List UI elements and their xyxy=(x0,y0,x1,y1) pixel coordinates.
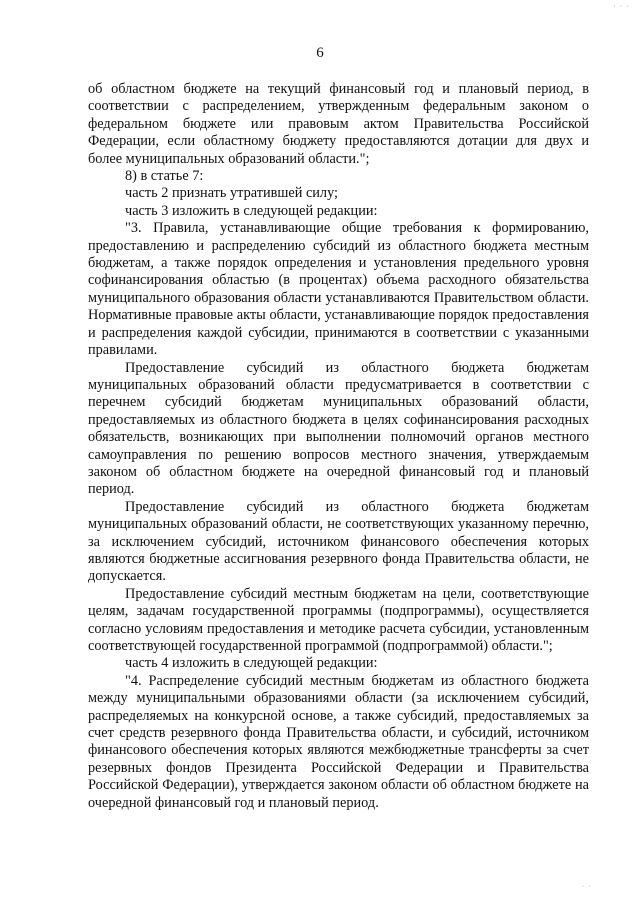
paragraph-part-3-intro: часть 3 изложить в следующей редакции: xyxy=(125,202,378,219)
paragraph-part-4-text: "4. Распределение субсидий местным бюджетам из областного бюджета между муниципальными образованиями области (за исключением субсидий, распределяемых на конкурсной основе, а также субсидий, предоставляемых за счет средств резервного фонда Правительства области, и субсидий, источником финансового обеспечения которых являются межбюджетные трансферты за счет резервных фондов Президента Российской Федерации и Правительства Российской Федерации), утверждается законом области об областном бюджете на очередной финансовый год и плановый период. xyxy=(88,672,589,811)
page-number: 6 xyxy=(316,45,324,61)
scan-mark-bottom: · · xyxy=(581,882,592,891)
paragraph-subsidy-goals: Предоставление субсидий местным бюджетам на цели, соответствующие целям, задачам государственной программы (подпрограммы), осуществляется согласно условиям предоставления и методике расчета субсидии, установленным соответствующей государственной программой (подпрограммой) области."; xyxy=(88,585,589,654)
paragraph-continuation: об областном бюджете на текущий финансовый год и плановый период, в соответствии с распределением, утвержденным федеральным законом о федеральном бюджете или правовым актом Правительства Российской Федерации, если областному бюджету предоставляются дотации для двух и более муниципальных образований области."; xyxy=(88,81,589,167)
paragraph-item-8: 8) в статье 7: xyxy=(125,168,204,185)
paragraph-part-4-intro: часть 4 изложить в следующей редакции: xyxy=(125,655,378,672)
paragraph-part-2: часть 2 признать утратившей силу; xyxy=(125,185,339,202)
paragraph-subsidy-restriction: Предоставление субсидий из областного бюджета бюджетам муниципальных образований области, не соответствующих указанному перечню, за исключением субсидий, источником финансового обеспечения которых являются бюджетные ассигнования резервного фонда Правительства области, не допускается. xyxy=(88,498,589,585)
scan-mark-top: · · · xyxy=(613,2,630,11)
document-body xyxy=(88,81,589,812)
paragraph-part-3-text: "3. Правила, устанавливающие общие требования к формированию, предоставлению и распределению субсидий из областного бюджета местным бюджетам, а также порядок определения и установления предельного уровня софинансирования областью (в процентах) объема расходного обязательства муниципального образования области устанавливаются Правительством области. Нормативные правовые акты области, устанавливающие порядок предоставления и распределения каждой субсидии, принимаются в соответствии с указанными правилами. xyxy=(88,220,589,359)
paragraph-subsidy-provision: Предоставление субсидий из областного бюджета бюджетам муниципальных образований области предусматривается в соответствии с перечнем субсидий бюджетам муниципальных образований области, предоставляемых из областного бюджета в целях софинансирования расходных обязательств, возникающих при выполнении полномочий органов местного самоуправления по решению вопросов местного значения, утверждаемым законом об областном бюджете на очередной финансовый год и плановый период. xyxy=(88,359,589,498)
